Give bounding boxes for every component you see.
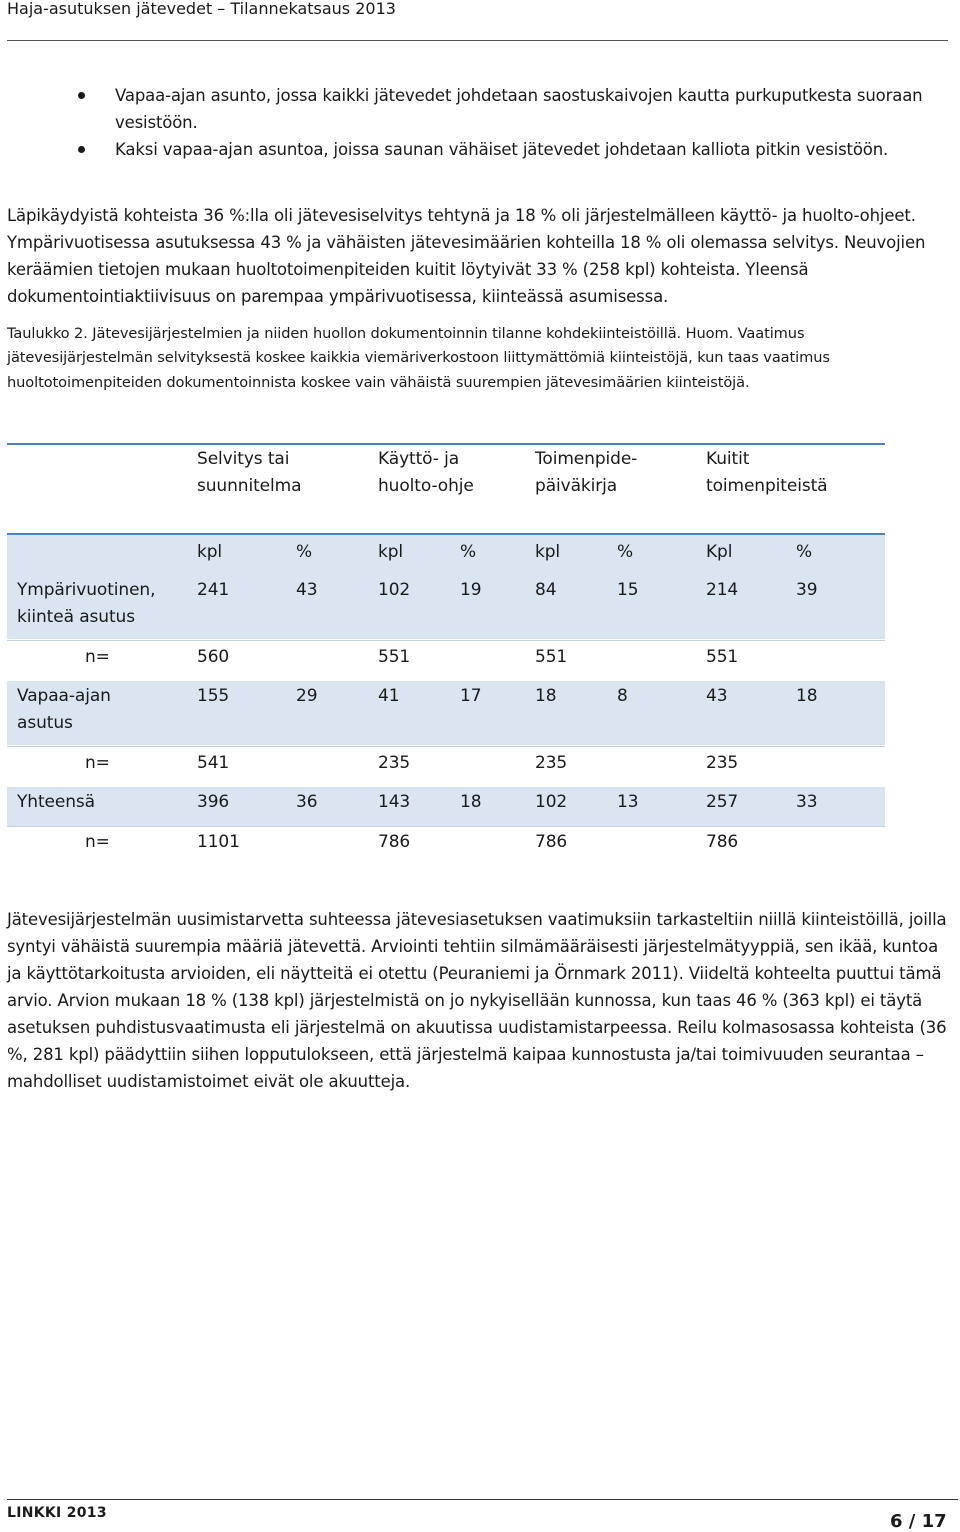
table-caption: Taulukko 2. Jätevesijärjestelmien ja niiden huollon dokumentoinnin tilanne kohdekiinteistöillä. Huom. Vaatimus jätevesijärjestelmän selvityksestä koskee kaikkia viemäriverkostoon liittymättömiä kiinteistöjä, kun taas vaatimus huoltotoimenpiteiden dokumentoinnista koskee vain vähäistä suurempien jätevesimäärien kiinteistöjä. bbox=[7, 325, 830, 391]
unit-cell: % bbox=[460, 542, 477, 562]
n-cell: 551 bbox=[706, 647, 739, 667]
n-cell: 541 bbox=[197, 753, 230, 773]
row-label-vapaa-ajan: Vapaa-ajan asutus bbox=[17, 686, 111, 733]
n-cell: 1101 bbox=[197, 832, 240, 852]
unit-cell: % bbox=[617, 542, 634, 562]
table-band-row-3 bbox=[7, 787, 885, 827]
n-cell: 235 bbox=[706, 753, 739, 773]
table-cell: 29 bbox=[296, 686, 318, 706]
list-item: Kaksi vapaa-ajan asuntoa, joissa saunan vähäiset jätevedet johdetaan kalliota pitkin vesistöön. bbox=[0, 136, 925, 163]
table-cell: 39 bbox=[796, 580, 818, 600]
column-header-kuitit: Kuitit toimenpiteistä bbox=[706, 449, 828, 496]
column-header-toimenpide: Toimenpide- päiväkirja bbox=[535, 449, 638, 496]
n-cell: 786 bbox=[535, 832, 568, 852]
unit-cell: % bbox=[796, 542, 813, 562]
footer-brand: LINKKI 2013 bbox=[7, 1505, 107, 1521]
table-cell: 102 bbox=[535, 792, 568, 812]
n-cell: 551 bbox=[535, 647, 568, 667]
page-header bbox=[7, 0, 948, 41]
footer-rule bbox=[7, 1499, 958, 1500]
table-cell: 13 bbox=[617, 792, 639, 812]
n-label: n= bbox=[85, 753, 110, 773]
row-label-yhteensa: Yhteensä bbox=[17, 792, 95, 812]
table-cell: 155 bbox=[197, 686, 230, 706]
unit-cell: kpl bbox=[197, 542, 223, 562]
unit-cell: Kpl bbox=[706, 542, 733, 562]
table-row-rule bbox=[7, 640, 885, 641]
table-row-rule bbox=[7, 746, 885, 747]
table-cell: 18 bbox=[535, 686, 557, 706]
bullet-list bbox=[0, 82, 960, 163]
paragraph-assessment: Jätevesijärjestelmän uusimistarvetta suhteessa jätevesiasetuksen vaatimuksiin tarkasteltiin niillä kiinteistöillä, joilla syntyi vähäistä suurempia määriä jätevettä. Arviointi tehtiin silmämääräisesti järjestelmätyyppiä, sen ikää, kuntoa ja käyttötarkoitusta arvioiden, eli näytteitä ei otettu (Peuraniemi ja Örnmark 2011). Viideltä kohteelta puuttui tämä arvio. Arvion mukaan 18 % (138 kpl) järjestelmistä on jo nykyisellään kunnossa, kun taas 46 % (363 kpl) ei täytä asetuksen puhdistusvaatimusta eli järjestelmä on akuutissa uudistamistarpeessa. Reilu kolmasosassa kohteista (36 %, 281 kpl) päädyttiin siihen lopputulokseen, että järjestelmä kaipaa kunnostusta ja/tai toimivuuden seurantaa – mahdolliset uudistamistoimet eivät ole akuutteja. bbox=[7, 910, 947, 1091]
n-cell: 786 bbox=[706, 832, 739, 852]
page-number: 6 / 17 bbox=[890, 1511, 947, 1532]
table-cell: 43 bbox=[706, 686, 728, 706]
n-cell: 560 bbox=[197, 647, 230, 667]
column-header-kaytto: Käyttö- ja huolto-ohje bbox=[378, 449, 474, 496]
n-cell: 235 bbox=[378, 753, 411, 773]
table-cell: 41 bbox=[378, 686, 400, 706]
table-cell: 241 bbox=[197, 580, 230, 600]
n-cell: 235 bbox=[535, 753, 568, 773]
table-cell: 257 bbox=[706, 792, 739, 812]
table-cell: 33 bbox=[796, 792, 818, 812]
unit-cell: % bbox=[296, 542, 313, 562]
table-top-rule bbox=[7, 443, 885, 445]
table-band-units bbox=[7, 535, 885, 575]
table-cell: 143 bbox=[378, 792, 411, 812]
table-header-rule bbox=[7, 533, 885, 535]
table-cell: 102 bbox=[378, 580, 411, 600]
table-cell: 15 bbox=[617, 580, 639, 600]
table-cell: 18 bbox=[460, 792, 482, 812]
table-row-rule bbox=[7, 826, 885, 827]
table-cell: 84 bbox=[535, 580, 557, 600]
table-band-row-2 bbox=[7, 681, 885, 745]
n-label: n= bbox=[85, 647, 110, 667]
table-cell: 36 bbox=[296, 792, 318, 812]
list-item: Vapaa-ajan asunto, jossa kaikki jätevedet johdetaan saostuskaivojen kautta purkuputkesta suoraan vesistöön. bbox=[0, 82, 925, 136]
table-cell: 19 bbox=[460, 580, 482, 600]
n-cell: 551 bbox=[378, 647, 411, 667]
table-cell: 8 bbox=[617, 686, 628, 706]
row-label-ymparivuotinen: Ympärivuotinen, kiinteä asutus bbox=[17, 580, 156, 627]
unit-cell: kpl bbox=[378, 542, 404, 562]
table-cell: 17 bbox=[460, 686, 482, 706]
unit-cell: kpl bbox=[535, 542, 561, 562]
n-cell: 786 bbox=[378, 832, 411, 852]
n-label: n= bbox=[85, 832, 110, 852]
document-title: Haja-asutuksen jätevedet – Tilannekatsaus 2013 bbox=[7, 0, 396, 18]
column-header-selvitys: Selvitys tai suunnitelma bbox=[197, 449, 302, 496]
table-cell: 43 bbox=[296, 580, 318, 600]
table-cell: 214 bbox=[706, 580, 739, 600]
paragraph-documentation: Läpikäydyistä kohteista 36 %:lla oli jätevesiselvitys tehtynä ja 18 % oli järjestelmälleen käyttö- ja huolto-ohjeet. Ympärivuotisessa asutuksessa 43 % ja vähäisten jätevesimäärien kohteilla 18 % oli olemassa selvitys. Neuvojien keräämien tietojen mukaan huoltotoimenpiteiden kuitit löytyivät 33 % (258 kpl) kohteista. Yleensä dokumentointiaktiivisuus on parempaa ympärivuotisessa, kiinteässä asumisessa. bbox=[7, 206, 926, 306]
table-cell: 396 bbox=[197, 792, 230, 812]
table-cell: 18 bbox=[796, 686, 818, 706]
